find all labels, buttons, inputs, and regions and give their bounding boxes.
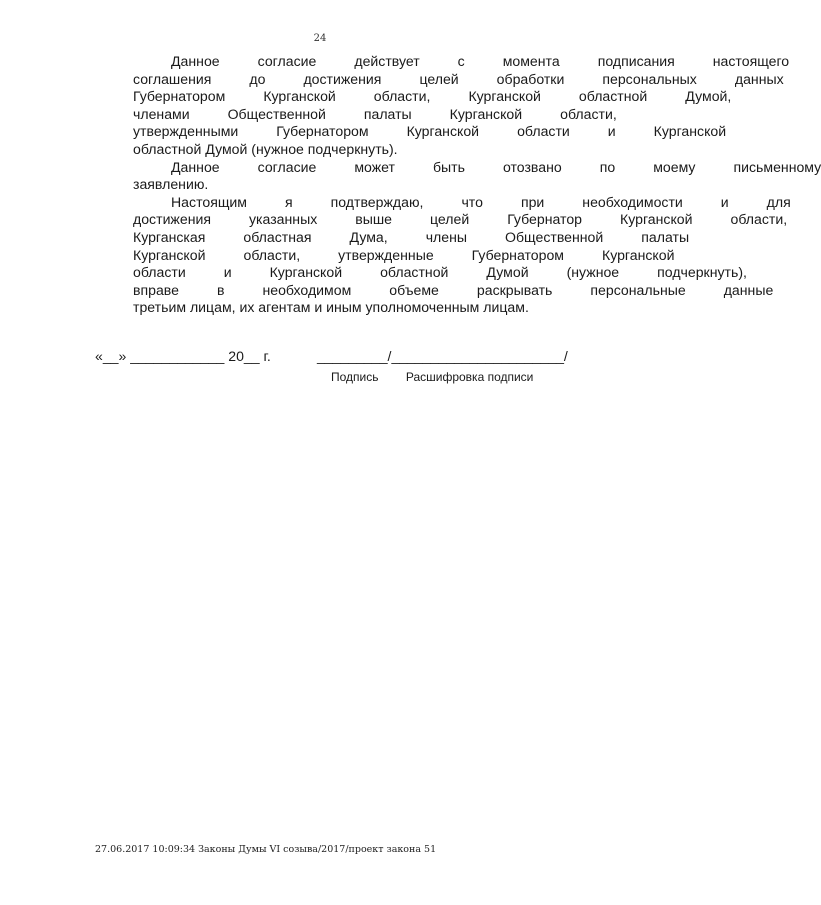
text-line: соглашения до достижения целей обработки персональных данных bbox=[133, 70, 784, 87]
text-line: достижения указанных выше целей Губернатор Курганской области, bbox=[133, 211, 788, 228]
paragraph-disclosure-confirmation bbox=[95, 193, 791, 317]
text-line: третьим лицам, их агентам и иным уполномоченным лицам. bbox=[133, 299, 529, 316]
signature-field: _________/______________________/ bbox=[317, 348, 568, 364]
signature-row bbox=[95, 348, 576, 368]
text-line: Настоящим я подтверждаю, что при необходимости и для bbox=[171, 193, 791, 210]
text-line: Данное согласие может быть отозвано по моему письменному bbox=[171, 158, 821, 175]
paragraph-consent-revocation bbox=[95, 158, 821, 194]
text-line: Данное согласие действует с момента подписания настоящего bbox=[171, 53, 790, 69]
text-line: области и Курганской областной Думой (нужное подчеркнуть), bbox=[133, 264, 747, 281]
text-line: членами Общественной палаты Курганской области, bbox=[133, 105, 617, 122]
text-line: утвержденными Губернатором Курганской области и Курганской bbox=[133, 123, 727, 140]
text-line: заявлению. bbox=[133, 176, 209, 193]
paragraph-consent-validity bbox=[95, 53, 790, 159]
page-number: 24 bbox=[313, 33, 327, 44]
text-line: Курганская областная Дума, члены Общественной палаты bbox=[133, 228, 690, 245]
text-line: Губернатором Курганской области, Курганской областной Думой, bbox=[133, 88, 732, 105]
signature-labels bbox=[331, 370, 533, 384]
document-footer: 27.06.2017 10:09:34 Законы Думы VI созыва/2017/проект закона 51 bbox=[95, 844, 437, 855]
date-field: «__» ____________ 20__ г. bbox=[95, 348, 271, 364]
text-line: Курганской области, утвержденные Губернатором Курганской bbox=[133, 246, 675, 263]
label-signature: Подпись bbox=[331, 370, 379, 384]
document-body bbox=[95, 53, 821, 317]
text-line: областной Думой (нужное подчеркнуть). bbox=[133, 140, 398, 157]
text-line: вправе в необходимом объеме раскрывать персональные данные bbox=[133, 281, 774, 298]
label-signature-decode: Расшифровка подписи bbox=[405, 370, 534, 384]
